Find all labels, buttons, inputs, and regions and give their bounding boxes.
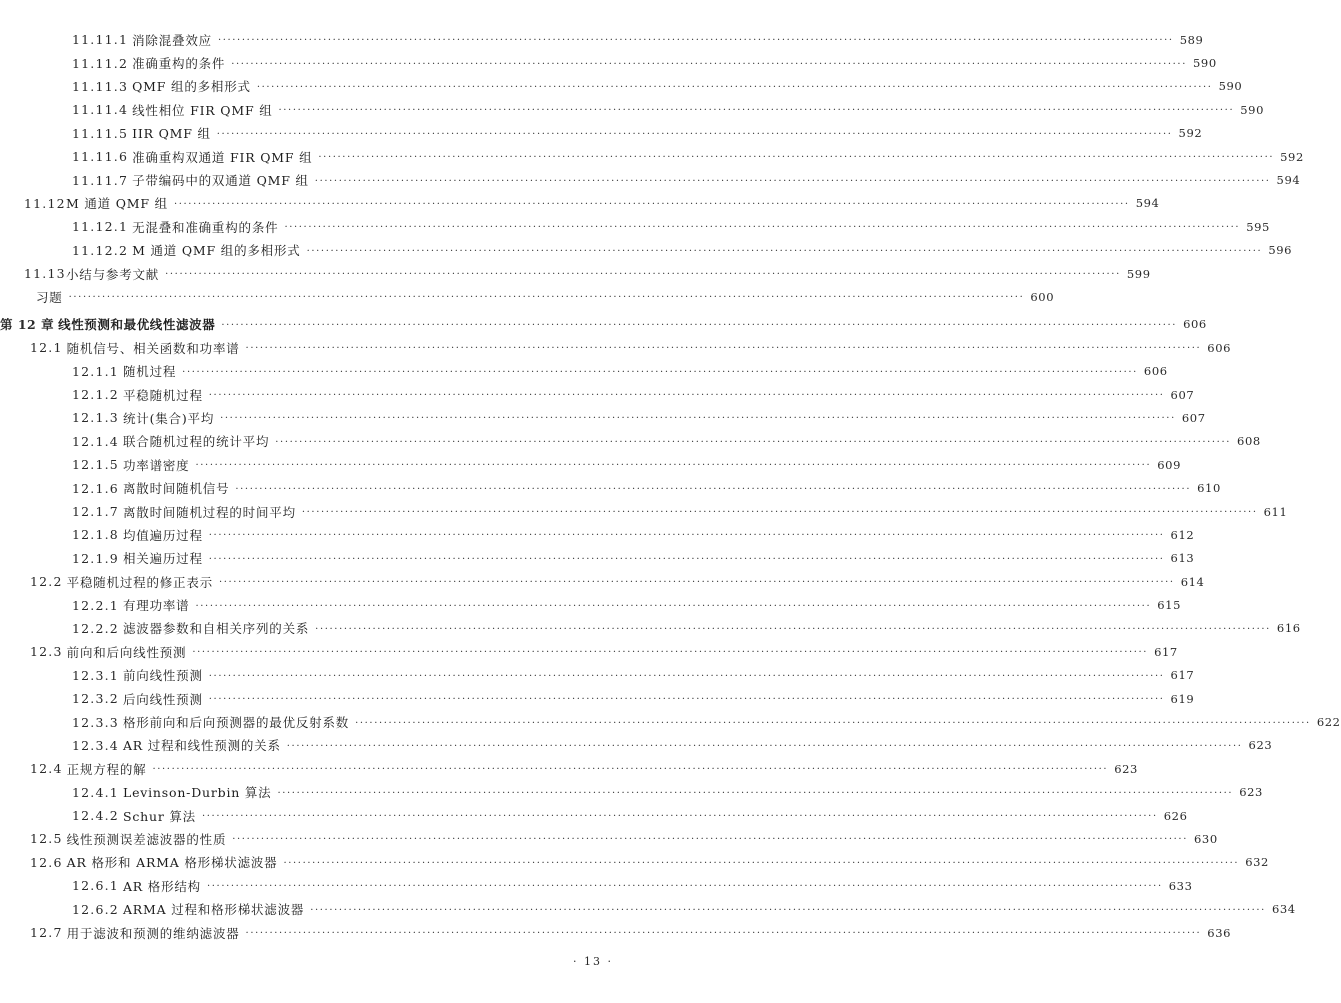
toc-entry-title: 子带编码中的双通道 QMF 组	[132, 173, 309, 189]
toc-entry-title: 前向和后向线性预测	[66, 644, 187, 660]
toc-entry-page: 592	[1280, 149, 1304, 164]
dot-leader: ········································································································································································································	[201, 811, 1158, 823]
dot-leader: ········································································································································································································	[217, 35, 1174, 47]
toc-entry-number: 12.4	[30, 761, 63, 777]
toc-entry	[0, 145, 1304, 168]
dot-leader: ········································································································································································································	[173, 198, 1130, 210]
toc-entry	[0, 874, 1193, 897]
toc-entry	[0, 476, 1221, 499]
toc-entry	[0, 28, 1204, 51]
toc-entry-page: 623	[1248, 738, 1273, 753]
toc-entry-page: 612	[1170, 527, 1195, 542]
toc-entry-page: 614	[1180, 574, 1205, 589]
toc-entry-page: 632	[1245, 855, 1269, 870]
table-of-contents	[0, 28, 1341, 944]
toc-entry-title: 格形前向和后向预测器的最优反射系数	[122, 715, 350, 731]
toc-entry-title: 线性预测误差滤波器的性质	[66, 831, 227, 847]
toc-entry-title: 准确重构的条件	[132, 56, 226, 72]
toc-entry	[0, 192, 1160, 215]
toc-entry-page: 623	[1239, 785, 1263, 800]
toc-entry-number: 12.2.2	[72, 620, 119, 636]
toc-entry-page: 622	[1316, 715, 1341, 730]
toc-entry	[0, 453, 1181, 476]
toc-entry	[0, 640, 1178, 663]
toc-entry-page: 600	[1030, 289, 1055, 304]
toc-entry-title: 随机过程	[122, 364, 177, 380]
dot-leader: ········································································································································································································	[283, 857, 1240, 869]
dot-leader: ········································································································································································································	[232, 834, 1188, 846]
dot-leader: ········································································································································································································	[216, 128, 1173, 140]
toc-entry-title: 无混叠和准确重构的条件	[132, 219, 279, 235]
toc-entry	[0, 617, 1301, 640]
toc-entry-title: 联合随机过程的统计平均	[122, 434, 270, 450]
toc-entry-page: 623	[1114, 761, 1138, 776]
dot-leader: ········································································································································································································	[220, 413, 1176, 425]
toc-entry-title: M 通道 QMF 组	[66, 196, 168, 212]
toc-entry-page: 608	[1237, 434, 1261, 449]
toc-entry-title: 线性预测和最优线性滤波器	[58, 317, 216, 333]
toc-entry	[0, 897, 1296, 920]
dot-leader: ········································································································································································································	[284, 222, 1241, 234]
dot-leader: ········································································································································································································	[195, 460, 1152, 472]
toc-entry	[0, 921, 1232, 944]
toc-entry-page: 594	[1135, 196, 1160, 211]
toc-entry	[0, 687, 1195, 710]
toc-entry-page: 619	[1170, 691, 1195, 706]
dot-leader: ········································································································································································································	[245, 928, 1202, 940]
toc-entry-number: 11.11.2	[72, 55, 129, 71]
toc-entry-title: 离散时间随机信号	[122, 481, 230, 497]
toc-entry-page: 595	[1246, 219, 1270, 234]
toc-entry-title: 相关遍历过程	[122, 551, 203, 567]
toc-entry-page: 589	[1179, 32, 1204, 47]
toc-entry-page: 590	[1218, 79, 1243, 94]
toc-entry-title: AR 格形和 ARMA 格形梯状滤波器	[66, 855, 278, 871]
toc-entry	[0, 313, 1207, 336]
toc-entry-number: 12.1.1	[72, 363, 119, 379]
dot-leader: ········································································································································································································	[208, 670, 1165, 682]
toc-entry	[0, 851, 1269, 874]
toc-entry-number: 12.2.1	[72, 597, 119, 613]
toc-entry-title: ARMA 过程和格形梯状滤波器	[122, 902, 305, 918]
toc-entry-title: 小结与参考文献	[66, 266, 160, 282]
toc-entry-page: 606	[1143, 364, 1168, 379]
dot-leader: ········································································································································································································	[208, 553, 1165, 565]
toc-entry	[0, 827, 1218, 850]
toc-entry-title: 平稳随机过程	[122, 387, 203, 403]
toc-entry	[0, 757, 1138, 780]
toc-entry-number: 11.11.5	[72, 125, 129, 141]
dot-leader: ········································································································································································································	[275, 436, 1232, 448]
dot-leader: ········································································································································································································	[277, 787, 1234, 799]
toc-entry-page: 636	[1207, 925, 1232, 940]
dot-leader: ········································································································································································································	[208, 530, 1165, 542]
toc-entry-title: 前向线性预测	[122, 668, 203, 684]
toc-entry-title: 用于滤波和预测的维纳滤波器	[66, 925, 240, 941]
dot-leader: ········································································································································································································	[301, 507, 1258, 518]
toc-entry-number: 12.1.8	[72, 527, 119, 543]
toc-entry-page: 596	[1268, 243, 1293, 258]
toc-entry-page: 617	[1154, 644, 1178, 659]
toc-entry-number: 12.3.3	[72, 714, 119, 730]
toc-entry-title: 习题	[36, 289, 63, 305]
toc-entry	[0, 547, 1195, 570]
toc-entry-number: 第 12 章	[0, 317, 55, 333]
toc-entry-title: AR 格形结构	[122, 878, 201, 894]
toc-entry-title: 有理功率谱	[122, 598, 190, 614]
dot-leader: ········································································································································································································	[315, 623, 1271, 635]
toc-entry-number: 12.6.2	[72, 901, 119, 917]
toc-entry-number: 11.11.1	[72, 32, 129, 48]
toc-entry-number: 12.7	[30, 925, 63, 941]
toc-entry-page: 590	[1192, 56, 1217, 71]
toc-entry	[0, 734, 1273, 757]
toc-entry-number: 12.1.2	[72, 387, 119, 403]
toc-entry-page: 599	[1126, 266, 1151, 281]
toc-entry-title: 正规方程的解	[66, 761, 147, 777]
dot-leader: ········································································································································································································	[231, 58, 1187, 70]
toc-entry-title: QMF 组的多相形式	[132, 79, 251, 95]
dot-leader: ········································································································································································································	[208, 694, 1165, 706]
dot-leader: ········································································································································································································	[235, 483, 1192, 495]
dot-leader: ········································································································································································································	[152, 764, 1109, 776]
toc-entry-number: 12.1.9	[72, 550, 119, 566]
toc-entry	[0, 570, 1205, 593]
toc-entry	[0, 406, 1206, 429]
toc-entry-title: 消除混叠效应	[132, 32, 212, 48]
toc-entry-number: 12.1.5	[72, 457, 119, 473]
dot-leader: ········································································································································································································	[286, 740, 1243, 752]
dot-leader: ········································································································································································································	[195, 600, 1152, 612]
dot-leader: ········································································································································································································	[256, 81, 1213, 93]
toc-entry	[0, 523, 1195, 546]
toc-entry	[0, 593, 1181, 616]
toc-entry-page: 633	[1168, 878, 1193, 893]
toc-entry-page: 630	[1194, 831, 1218, 846]
toc-entry	[0, 430, 1261, 453]
toc-entry	[0, 239, 1293, 262]
toc-entry-title: 后向线性预测	[122, 691, 203, 707]
toc-entry-title: 线性相位 FIR QMF 组	[132, 102, 273, 118]
toc-entry	[0, 500, 1288, 523]
toc-entry	[0, 168, 1301, 191]
toc-entry-number: 12.3.4	[72, 737, 119, 753]
toc-entry-number: 12.1	[30, 340, 63, 356]
toc-entry-number: 11.13	[24, 266, 66, 282]
toc-entry-title: 均值遍历过程	[122, 527, 203, 543]
dot-leader: ········································································································································································································	[318, 152, 1275, 164]
toc-entry-page: 611	[1263, 504, 1288, 519]
toc-entry-page: 592	[1178, 126, 1203, 141]
toc-entry-title: 准确重构双通道 FIR QMF 组	[132, 149, 313, 165]
toc-entry	[0, 710, 1341, 733]
dot-leader: ········································································································································································································	[310, 904, 1266, 916]
toc-entry-number: 12.3.1	[72, 667, 119, 683]
toc-entry	[0, 122, 1203, 145]
toc-entry-number: 12.3.2	[72, 691, 119, 707]
page-number: · 13 ·	[573, 955, 613, 968]
dot-leader: ········································································································································································································	[355, 717, 1311, 729]
toc-entry	[0, 383, 1195, 406]
toc-entry-page: 613	[1170, 551, 1195, 566]
toc-entry-title: 功率谱密度	[122, 457, 190, 473]
toc-entry-title: M 通道 QMF 组的多相形式	[132, 243, 301, 259]
toc-entry-number: 12.3	[30, 644, 63, 660]
toc-entry	[0, 781, 1263, 804]
toc-entry-page: 594	[1276, 173, 1301, 188]
toc-entry-number: 12.4.2	[72, 808, 119, 824]
toc-entry-number: 11.12	[24, 195, 66, 211]
toc-entry	[0, 336, 1232, 359]
toc-entry	[0, 98, 1264, 121]
toc-entry-title: Levinson-Durbin 算法	[122, 785, 272, 801]
toc-entry-number: 11.11.3	[72, 78, 129, 94]
toc-entry	[0, 215, 1270, 238]
toc-entry-page: 606	[1207, 340, 1232, 355]
toc-entry-number: 12.1.4	[72, 433, 119, 449]
toc-entry-number: 12.1.7	[72, 504, 119, 519]
toc-entry-title: Schur 算法	[122, 808, 196, 824]
toc-entry-title: 平稳随机过程的修正表示	[66, 574, 213, 590]
dot-leader: ········································································································································································································	[68, 292, 1025, 304]
dot-leader: ········································································································································································································	[182, 366, 1138, 378]
toc-entry	[0, 804, 1188, 827]
dot-leader: ········································································································································································································	[165, 269, 1121, 281]
toc-entry-number: 12.4.1	[72, 784, 119, 800]
toc-entry-page: 607	[1181, 410, 1206, 425]
toc-entry-page: 610	[1197, 481, 1221, 496]
dot-leader: ········································································································································································································	[208, 390, 1165, 402]
toc-entry-number: 11.11.6	[72, 149, 129, 165]
toc-entry-title: 滤波器参数和自相关序列的关系	[122, 621, 310, 637]
toc-entry-page: 609	[1157, 457, 1181, 472]
dot-leader: ········································································································································································································	[245, 343, 1202, 355]
toc-entry-title: 统计(集合)平均	[122, 410, 215, 426]
dot-leader: ········································································································································································································	[206, 881, 1163, 893]
dot-leader: ········································································································································································································	[278, 105, 1235, 117]
toc-entry	[0, 75, 1243, 98]
toc-entry	[0, 51, 1217, 74]
toc-entry-page: 590	[1240, 102, 1264, 117]
toc-entry	[0, 262, 1151, 285]
toc-entry-page: 615	[1157, 598, 1181, 613]
toc-entry-page: 616	[1276, 621, 1301, 636]
toc-entry-title: 离散时间随机过程的时间平均	[122, 504, 296, 520]
toc-entry	[0, 285, 1055, 308]
toc-entry-title: 随机信号、相关函数和功率谱	[66, 340, 240, 356]
toc-entry-page: 634	[1271, 902, 1296, 917]
toc-entry-number: 12.5	[30, 831, 63, 847]
dot-leader: ········································································································································································································	[192, 647, 1149, 659]
toc-entry-number: 11.12.2	[72, 242, 129, 258]
toc-entry	[0, 359, 1168, 382]
toc-entry-page: 626	[1163, 808, 1188, 823]
toc-entry-title: AR 过程和线性预测的关系	[122, 738, 281, 754]
toc-entry-title: IIR QMF 组	[132, 126, 211, 142]
toc-entry-number: 12.6.1	[72, 878, 119, 894]
toc-entry-page: 606	[1183, 317, 1207, 332]
toc-entry-number: 12.1.6	[72, 480, 119, 496]
dot-leader: ········································································································································································································	[218, 577, 1175, 589]
toc-entry-number: 12.1.3	[72, 410, 119, 426]
dot-leader: ········································································································································································································	[221, 319, 1178, 331]
toc-entry-page: 607	[1170, 387, 1195, 402]
toc-entry	[0, 664, 1195, 687]
toc-entry-number: 12.6	[30, 854, 63, 870]
toc-entry-number: 11.11.7	[72, 172, 129, 188]
dot-leader: ········································································································································································································	[314, 175, 1271, 187]
toc-entry-number: 12.2	[30, 574, 63, 590]
dot-leader: ········································································································································································································	[306, 245, 1263, 257]
toc-entry-number: 11.11.4	[72, 102, 129, 118]
toc-entry-number: 11.12.1	[72, 219, 129, 235]
toc-entry-page: 617	[1170, 668, 1195, 683]
